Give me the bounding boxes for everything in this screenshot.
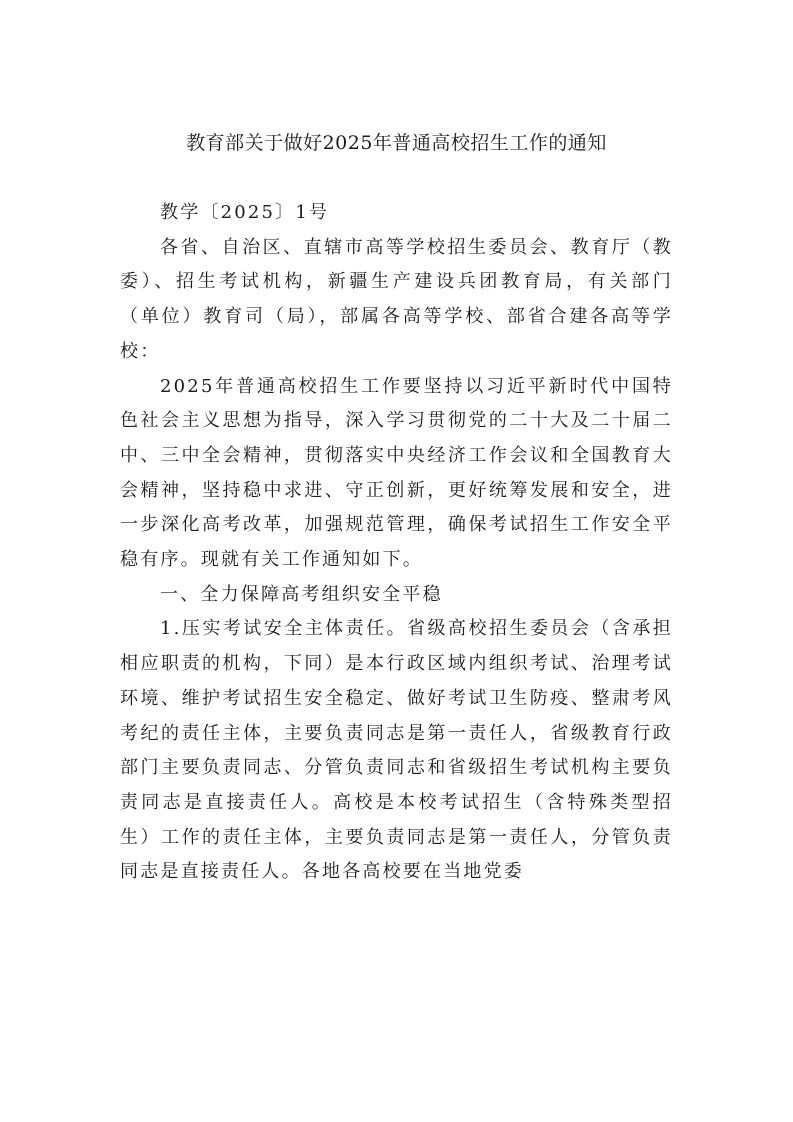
document-body xyxy=(120,196,673,890)
item-paragraph: 1.压实考试安全主体责任。省级高校招生委员会（含承担相应职责的机构，下同）是本行政区域内组织考试、治理考试环境、维护考试招生安全稳定、做好考试卫生防疫、整肃考风考纪的责任主体，主要负责同志是第一责任人，省级教育行政部门主要负责同志、分管负责同志和省级招生考试机构主要负责同志是直接责任人。高校是本校考试招生（含特殊类型招生）工作的责任主体，主要负责同志是第一责任人，分管负责同志是直接责任人。各地各高校要在当地党委 xyxy=(120,618,673,883)
addressee-paragraph: 各省、自治区、直辖市高等学校招生委员会、教育厅（教委）、招生考试机构，新疆生产建设兵团教育局，有关部门（单位）教育司（局），部属各高等学校、部省合建各高等学校： xyxy=(120,236,673,362)
document-number: 教学〔2025〕1号 xyxy=(160,202,330,223)
document-title: 教育部关于做好2025年普通高校招生工作的通知 xyxy=(186,132,607,154)
section-heading: 一、全力保障高考组织安全平稳 xyxy=(160,583,443,605)
intro-paragraph: 2025年普通高校招生工作要坚持以习近平新时代中国特色社会主义思想为指导，深入学习贯彻党的二十大及二十届二中、三中全会精神，贯彻落实中央经济工作会议和全国教育大会精神，坚持稳中求进、守正创新，更好统筹发展和安全，进一步深化高考改革，加强规范管理，确保考试招生工作安全平稳有序。现就有关工作通知如下。 xyxy=(120,375,673,571)
